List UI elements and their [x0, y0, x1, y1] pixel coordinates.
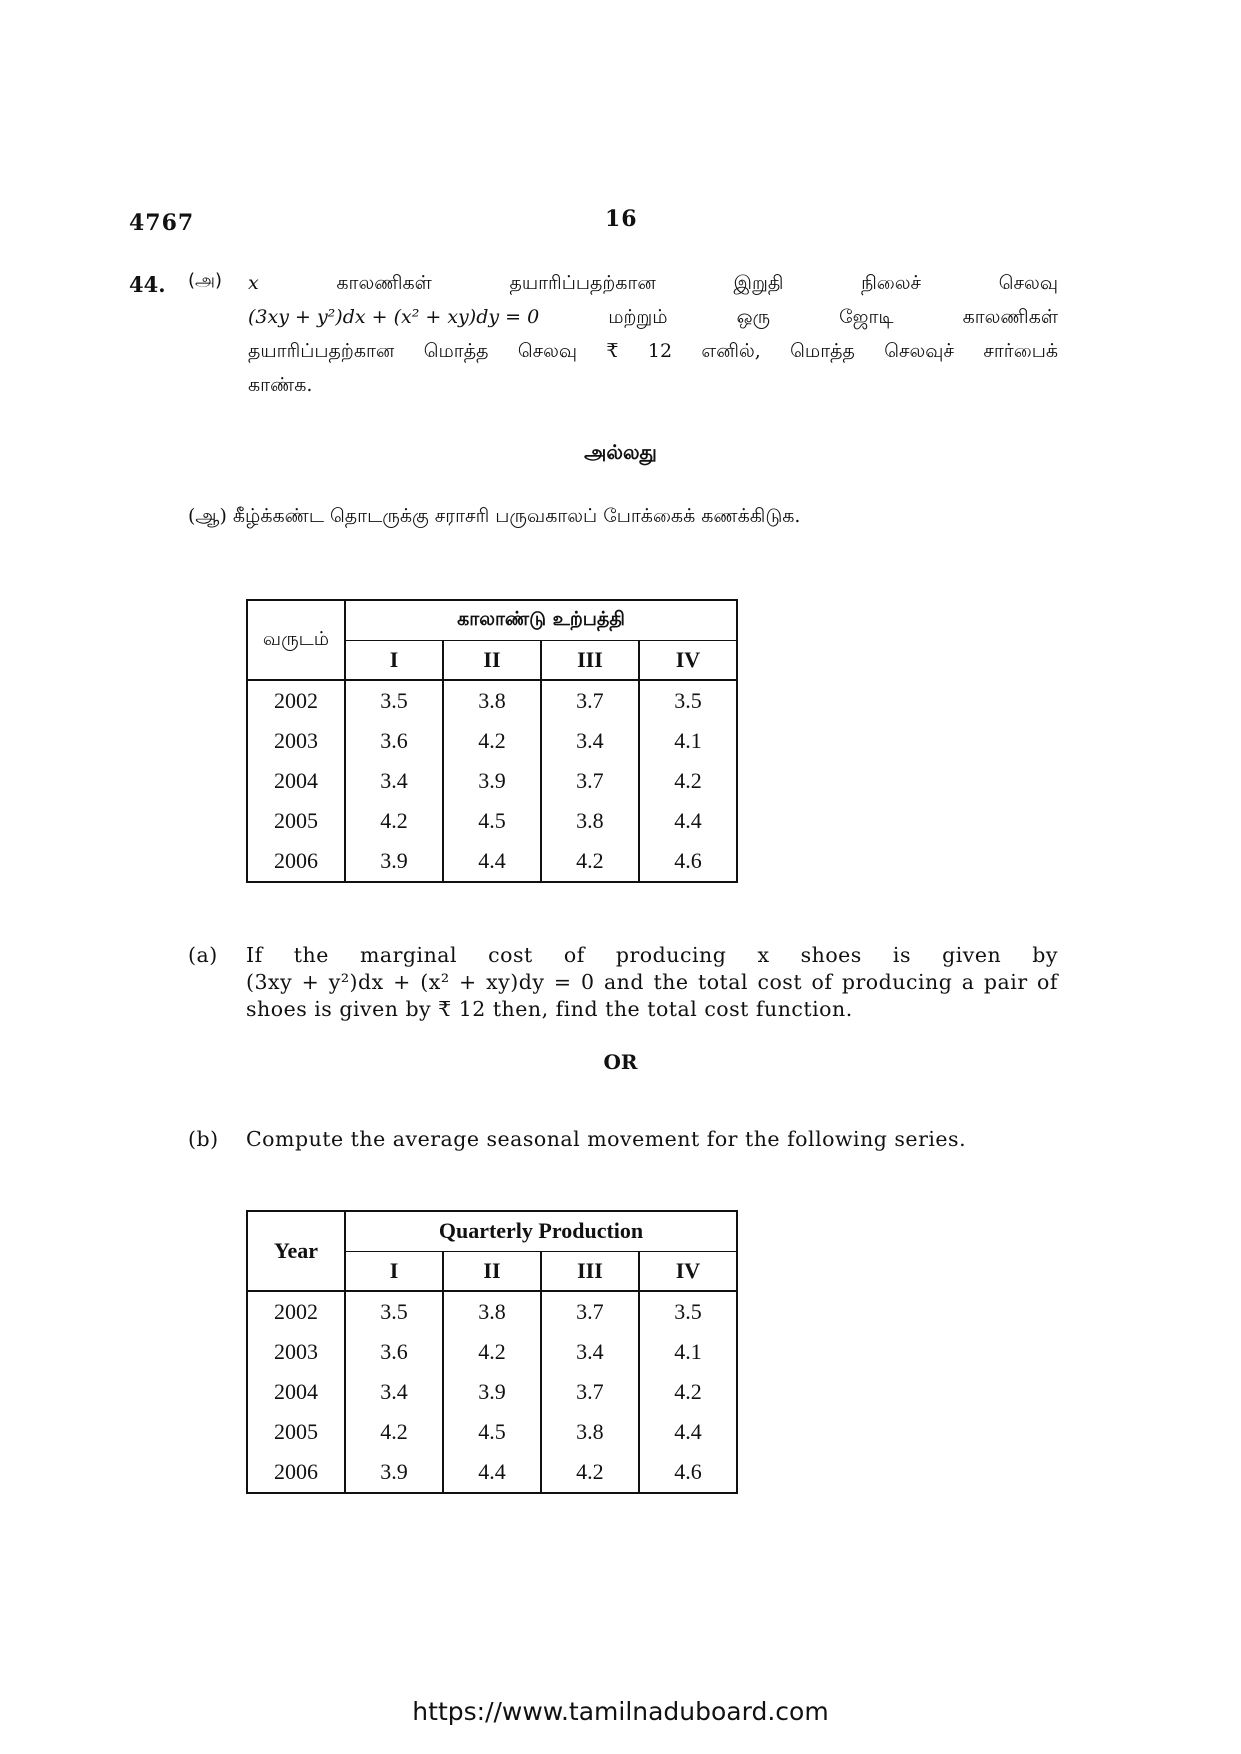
equation: (3xy + y²)dx + (x² + xy)dy = 0	[248, 306, 540, 328]
year-cell: 2006	[247, 841, 345, 882]
year-header: Year	[247, 1211, 345, 1291]
english-line-1: If the marginal cost of producing x shoes is given by	[246, 943, 1058, 967]
value-cell: 3.6	[345, 1332, 443, 1372]
year-cell: 2004	[247, 1372, 345, 1412]
tamil-data-table	[246, 599, 738, 883]
paper-code: 4767	[129, 210, 195, 236]
english-data-table	[246, 1210, 738, 1494]
value-cell: 4.2	[541, 841, 639, 882]
tamil-part-a-marker: (அ)	[188, 270, 223, 291]
tamil-line-1	[248, 266, 1058, 300]
tamil-word: ஜோடி	[839, 306, 894, 328]
tamil-word: மற்றும்	[608, 306, 668, 328]
tamil-part-a-text	[248, 266, 1058, 402]
value-cell: 3.4	[541, 1332, 639, 1372]
quarter-header: IV	[639, 1251, 737, 1291]
value-cell: 4.6	[639, 841, 737, 882]
value-cell: 3.7	[541, 680, 639, 721]
value-cell: 3.9	[443, 761, 541, 801]
tamil-part-b-marker: (ஆ)	[188, 505, 227, 527]
value-cell: 3.8	[443, 680, 541, 721]
year-cell: 2003	[247, 721, 345, 761]
value-cell: 3.7	[541, 1372, 639, 1412]
english-part-b-marker: (b)	[188, 1127, 219, 1151]
tamil-line-2	[248, 300, 1058, 334]
group-header: காலாண்டு உற்பத்தி	[345, 600, 737, 640]
tamil-word: x	[248, 272, 259, 294]
english-line-3: shoes is given by ₹ 12 then, find the total cost function.	[246, 997, 853, 1021]
tamil-line-4: காண்க.	[248, 374, 313, 396]
value-cell: 4.2	[639, 761, 737, 801]
value-cell: 3.8	[541, 801, 639, 841]
year-cell: 2003	[247, 1332, 345, 1372]
footer-url: https://www.tamilnaduboard.com	[412, 1697, 829, 1726]
year-cell: 2004	[247, 761, 345, 801]
table-row	[247, 761, 737, 801]
year-cell: 2005	[247, 801, 345, 841]
value-cell: 3.5	[345, 680, 443, 721]
tamil-word: செலவு	[998, 272, 1058, 294]
value-cell: 4.2	[443, 1332, 541, 1372]
table-row	[247, 1452, 737, 1493]
value-cell: 4.2	[345, 1412, 443, 1452]
value-cell: 4.1	[639, 1332, 737, 1372]
value-cell: 3.9	[345, 1452, 443, 1493]
value-cell: 4.4	[443, 1452, 541, 1493]
value-cell: 3.5	[639, 1291, 737, 1332]
english-part-b-text: Compute the average seasonal movement for the following series.	[246, 1127, 967, 1151]
tamil-line-3: தயாரிப்பதற்கான மொத்த செலவு ₹ 12 எனில், மொத்த செலவுச் சார்பைக்	[248, 340, 1058, 362]
tamil-word: தயாரிப்பதற்கான	[509, 272, 656, 294]
value-cell: 4.5	[443, 801, 541, 841]
group-header: Quarterly Production	[345, 1211, 737, 1251]
tamil-word: காலணிகள்	[962, 306, 1058, 328]
tamil-part-b	[188, 505, 800, 530]
table-row	[247, 1372, 737, 1412]
value-cell: 3.4	[345, 1372, 443, 1412]
year-cell: 2005	[247, 1412, 345, 1452]
value-cell: 3.7	[541, 1291, 639, 1332]
value-cell: 3.5	[345, 1291, 443, 1332]
table-row	[247, 680, 737, 721]
value-cell: 4.4	[639, 1412, 737, 1452]
value-cell: 4.2	[345, 801, 443, 841]
value-cell: 4.4	[443, 841, 541, 882]
value-cell: 4.2	[541, 1452, 639, 1493]
value-cell: 3.7	[541, 761, 639, 801]
value-cell: 3.6	[345, 721, 443, 761]
year-cell: 2002	[247, 1291, 345, 1332]
tamil-part-b-text: கீழ்க்கண்ட தொடருக்கு சராசரி பருவகாலப் போக்கைக் கணக்கிடுக.	[232, 505, 801, 527]
quarter-header: II	[443, 640, 541, 680]
value-cell: 3.8	[541, 1412, 639, 1452]
quarter-header: II	[443, 1251, 541, 1291]
value-cell: 4.4	[639, 801, 737, 841]
tamil-word: நிலைச்	[861, 272, 922, 294]
page-number: 16	[605, 206, 638, 232]
value-cell: 3.9	[443, 1372, 541, 1412]
year-cell: 2006	[247, 1452, 345, 1493]
value-cell: 4.6	[639, 1452, 737, 1493]
value-cell: 3.5	[639, 680, 737, 721]
tamil-word: காலணிகள்	[336, 272, 432, 294]
table-row	[247, 721, 737, 761]
tamil-word: ஒரு	[736, 306, 771, 328]
english-part-a-marker: (a)	[188, 943, 218, 967]
quarter-header: I	[345, 640, 443, 680]
quarter-header: III	[541, 640, 639, 680]
table-row	[247, 1332, 737, 1372]
value-cell: 4.2	[443, 721, 541, 761]
english-or-heading: OR	[603, 1050, 638, 1074]
table-row	[247, 841, 737, 882]
year-header: வருடம்	[247, 600, 345, 680]
year-cell: 2002	[247, 680, 345, 721]
english-part-a-text	[246, 942, 1058, 1023]
value-cell: 3.4	[345, 761, 443, 801]
table-row	[247, 1291, 737, 1332]
value-cell: 3.9	[345, 841, 443, 882]
tamil-or-heading: அல்லது	[584, 440, 657, 464]
quarter-header: IV	[639, 640, 737, 680]
tamil-word: இறுதி	[733, 272, 784, 294]
value-cell: 4.2	[639, 1372, 737, 1412]
table-row	[247, 1412, 737, 1452]
quarter-header: III	[541, 1251, 639, 1291]
english-line-2: (3xy + y²)dx + (x² + xy)dy = 0 and the total cost of producing a pair of	[246, 970, 1058, 994]
question-number: 44.	[129, 272, 166, 297]
quarter-header: I	[345, 1251, 443, 1291]
value-cell: 4.5	[443, 1412, 541, 1452]
table-row	[247, 801, 737, 841]
value-cell: 3.8	[443, 1291, 541, 1332]
value-cell: 3.4	[541, 721, 639, 761]
value-cell: 4.1	[639, 721, 737, 761]
